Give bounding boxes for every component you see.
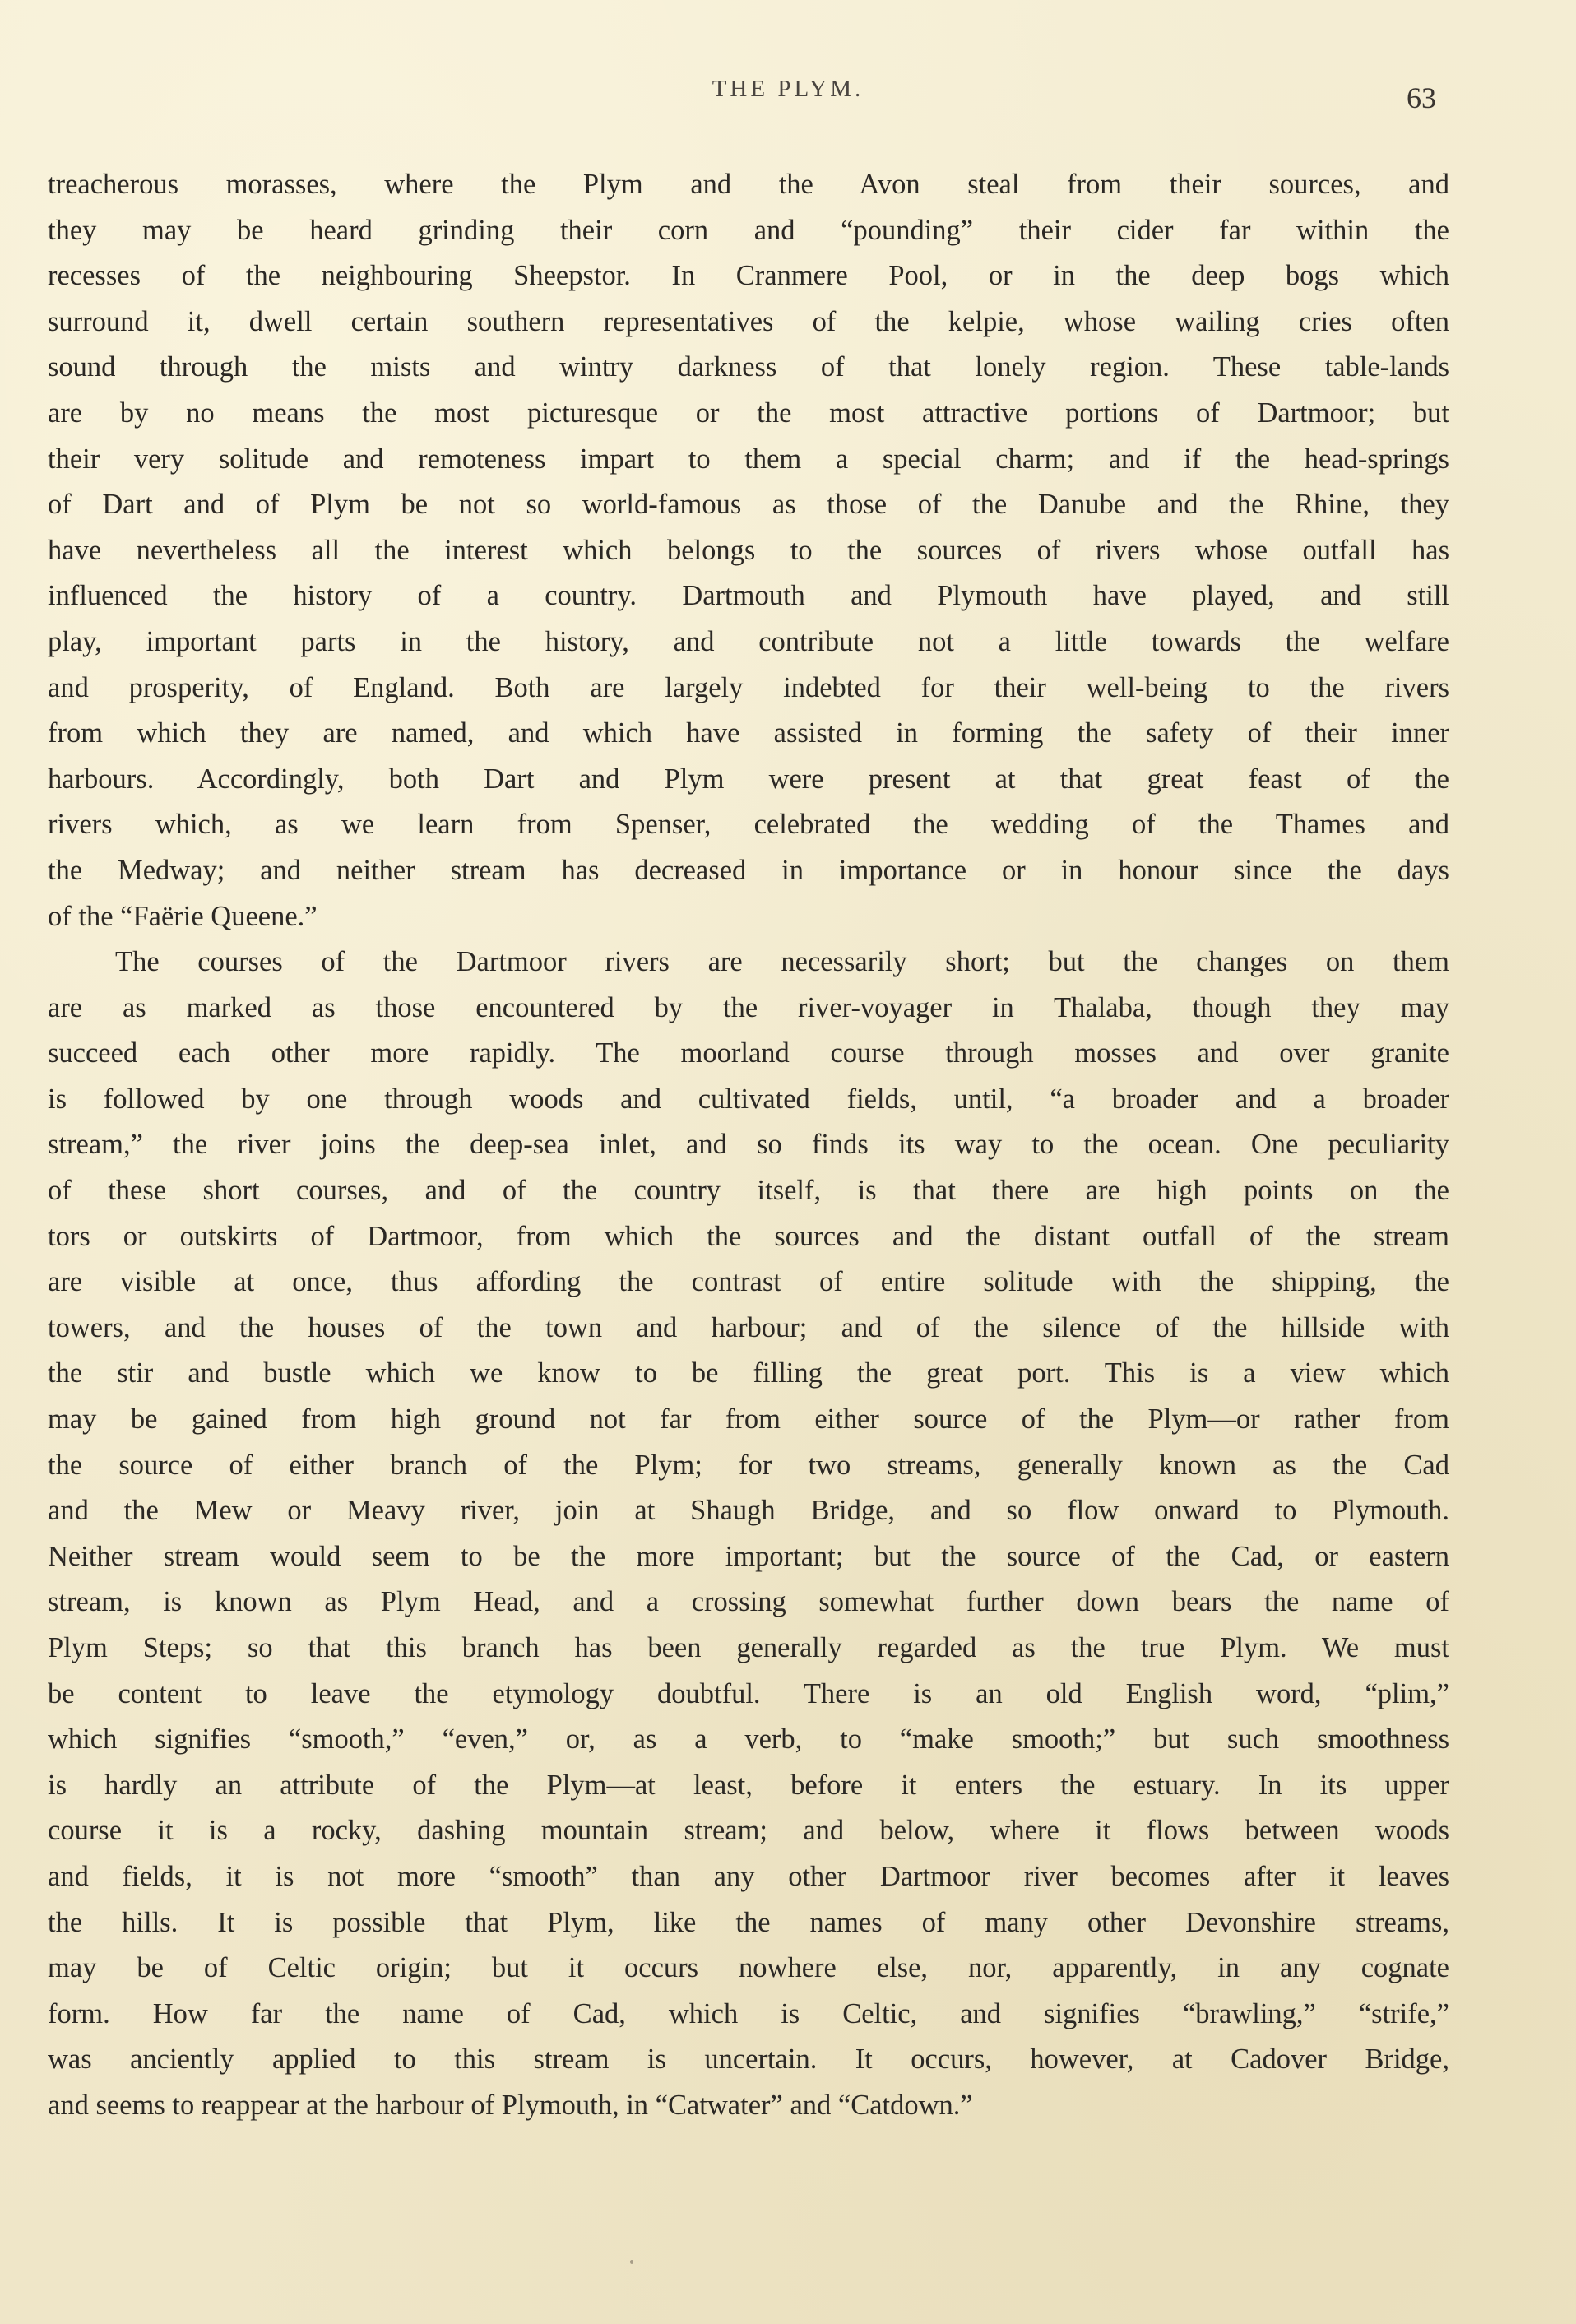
text-line: the stir and bustle which we know to be filling the great port. This is a view which <box>48 1357 1449 1389</box>
text-line: the hills. It is possible that Plym, like the names of many other Devonshire streams, <box>48 1906 1449 1938</box>
text-line: towers, and the houses of the town and harbour; and of the silence of the hillside with <box>48 1311 1449 1343</box>
paragraph-end-line: of the “Faërie Queene.” <box>48 900 318 932</box>
text-line: stream, is known as Plym Head, and a crossing somewhat further down bears the name of <box>48 1586 1449 1618</box>
text-line: succeed each other more rapidly. The moorland course through mosses and over granite <box>48 1037 1449 1069</box>
text-line: treacherous morasses, where the Plym and the Avon steal from their sources, and <box>48 169 1449 200</box>
paragraph-start-line: The courses of the Dartmoor rivers are necessarily short; but the changes on them <box>115 946 1449 978</box>
text-line: is followed by one through woods and cultivated fields, until, “a broader and a broader <box>48 1083 1449 1115</box>
page-number: 63 <box>1407 81 1436 114</box>
text-line: recesses of the neighbouring Sheepstor. In Cranmere Pool, or in the deep bogs which <box>48 260 1449 292</box>
text-line: harbours. Accordingly, both Dart and Plym were present at that great feast of the <box>48 763 1449 795</box>
text-line: are visible at once, thus affording the contrast of entire solitude with the shipping, the <box>48 1266 1449 1298</box>
text-line: play, important parts in the history, and contribute not a little towards the welfare <box>48 625 1449 657</box>
text-line: Neither stream would seem to be the more important; but the source of the Cad, or eastern <box>48 1540 1449 1572</box>
running-head: THE PLYM. <box>712 76 864 102</box>
text-line: of Dart and of Plym be not so world-famous as those of the Danube and the Rhine, they <box>48 489 1449 521</box>
text-line: are by no means the most picturesque or the most attractive portions of Dartmoor; but <box>48 397 1449 429</box>
text-line: tors or outskirts of Dartmoor, from which the sources and the distant outfall of the stream <box>48 1220 1449 1252</box>
body-text <box>48 162 1449 2129</box>
text-line: may be gained from high ground not far from either source of the Plym—or rather from <box>48 1403 1449 1436</box>
text-line: are as marked as those encountered by the river-voyager in Thalaba, though they may <box>48 991 1449 1023</box>
text-line: they may be heard grinding their corn and “pounding” their cider far within the <box>48 214 1449 246</box>
text-line: sound through the mists and wintry darkness of that lonely region. These table-lands <box>48 351 1449 383</box>
text-line: may be of Celtic origin; but it occurs nowhere else, nor, apparently, in any cognate <box>48 1952 1449 1984</box>
paragraph-end-line: and seems to reappear at the harbour of Plymouth, in “Catwater” and “Catdown.” <box>48 2089 973 2121</box>
text-line: rivers which, as we learn from Spenser, celebrated the wedding of the Thames and <box>48 809 1449 841</box>
text-line: and fields, it is not more “smooth” than any other Dartmoor river becomes after it leaves <box>48 1860 1449 1892</box>
text-line: and prosperity, of England. Both are largely indebted for their well-being to the rivers <box>48 671 1449 703</box>
text-line: was anciently applied to this stream is uncertain. It occurs, however, at Cadover Bridge, <box>48 2043 1449 2076</box>
text-line: influenced the history of a country. Dartmouth and Plymouth have played, and still <box>48 580 1449 612</box>
text-line: course it is a rocky, dashing mountain stream; and below, where it flows between woods <box>48 1815 1449 1847</box>
text-line: surround it, dwell certain southern representatives of the kelpie, whose wailing cries often <box>48 305 1449 337</box>
text-line: Plym Steps; so that this branch has been generally regarded as the true Plym. We must <box>48 1632 1449 1663</box>
text-line: and the Mew or Meavy river, join at Shaugh Bridge, and so flow onward to Plymouth. <box>48 1495 1449 1527</box>
text-line: the source of either branch of the Plym; for two streams, generally known as the Cad <box>48 1449 1449 1481</box>
text-line: which signifies “smooth,” “even,” or, as a verb, to “make smooth;” but such smoothness <box>48 1723 1449 1756</box>
text-line: is hardly an attribute of the Plym—at least, before it enters the estuary. In its upper <box>48 1769 1449 1801</box>
paper-speck <box>630 2260 633 2264</box>
text-line: form. How far the name of Cad, which is Celtic, and signifies “brawling,” “strife,” <box>48 1997 1449 2029</box>
text-line: of these short courses, and of the country itself, is that there are high points on the <box>48 1175 1449 1207</box>
text-line: the Medway; and neither stream has decreased in importance or in honour since the days <box>48 854 1449 886</box>
text-line: be content to leave the etymology doubtful. There is an old English word, “plim,” <box>48 1677 1449 1709</box>
text-line: have nevertheless all the interest which belongs to the sources of rivers whose outfall has <box>48 534 1449 566</box>
text-line: their very solitude and remoteness impart to them a special charm; and if the head-springs <box>48 443 1449 475</box>
text-line: from which they are named, and which have assisted in forming the safety of their inner <box>48 717 1449 749</box>
text-line: stream,” the river joins the deep-sea inlet, and so finds its way to the ocean. One peculiarity <box>48 1129 1449 1161</box>
